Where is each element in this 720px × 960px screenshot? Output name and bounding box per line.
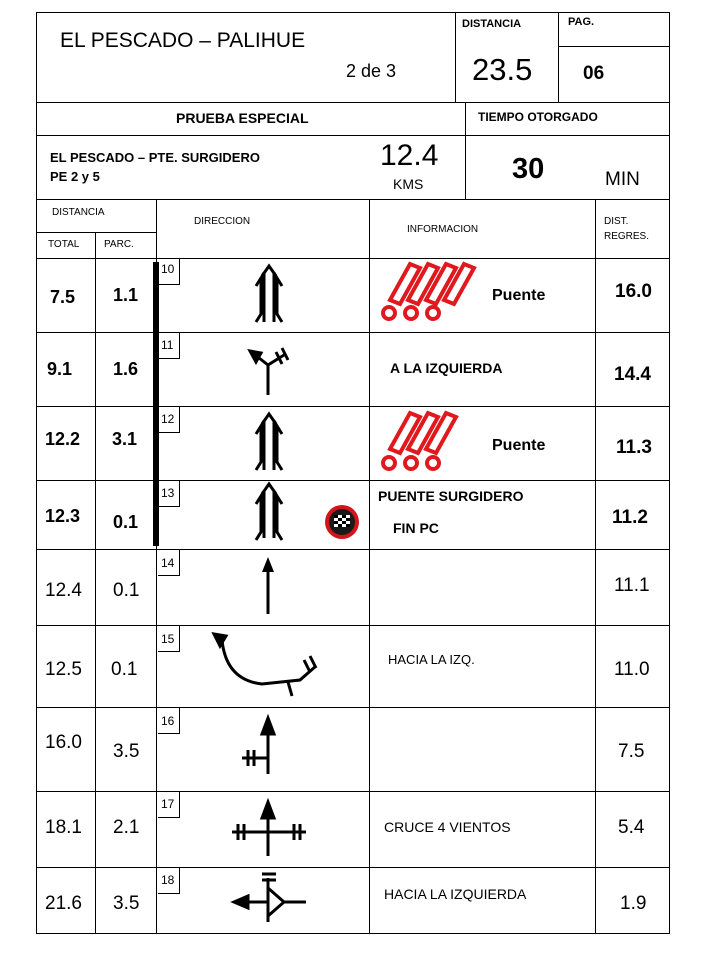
row-partial: 0.1 xyxy=(111,659,138,680)
row-partial: 3.5 xyxy=(113,741,140,762)
row-regres: 11.3 xyxy=(616,437,652,458)
row-number-box: 15 xyxy=(158,626,180,652)
row-regres: 7.5 xyxy=(618,741,645,762)
row-total: 9.1 xyxy=(47,359,73,379)
col-regres-header-2: REGRES. xyxy=(604,231,650,242)
col-direction-header: DIRECCION xyxy=(194,216,251,227)
row-total: 12.3 xyxy=(45,506,81,526)
row-partial: 0.1 xyxy=(113,580,140,601)
distance-value: 23.5 xyxy=(472,52,533,87)
row-total: 12.5 xyxy=(45,659,82,680)
col-distance-header: DISTANCIA xyxy=(52,207,105,218)
distance-label: DISTANCIA xyxy=(462,18,522,30)
row-regres: 11.0 xyxy=(614,659,650,680)
row-number-box: 13 xyxy=(158,481,180,507)
row-total: 21.6 xyxy=(45,893,82,914)
row-info-secondary: FIN PC xyxy=(393,520,439,536)
row-info: A LA IZQUIERDA xyxy=(390,360,503,376)
row-regres: 14.4 xyxy=(614,364,651,385)
col-info-header: INFORMACION xyxy=(407,224,479,235)
row-regres: 1.9 xyxy=(620,893,647,914)
row-number-box: 16 xyxy=(158,708,180,734)
row-partial: 0.1 xyxy=(113,512,139,532)
row-total: 7.5 xyxy=(50,287,76,307)
bridge-warning-icon xyxy=(383,264,474,319)
time-value: 30 xyxy=(512,153,545,185)
row-regres: 5.4 xyxy=(618,817,645,838)
row-number-box: 18 xyxy=(158,868,180,894)
row-partial: 1.1 xyxy=(113,285,139,305)
time-unit: MIN xyxy=(605,169,640,190)
page-number: 06 xyxy=(583,63,605,84)
col-total-header: TOTAL xyxy=(48,239,80,250)
bridge-warning-icon xyxy=(383,413,456,469)
route-title: EL PESCADO – PALIHUE xyxy=(60,29,306,52)
row-number-box: 12 xyxy=(158,407,180,433)
row-number-box: 11 xyxy=(158,333,180,359)
row-total: 12.4 xyxy=(45,580,82,601)
col-parc-header: PARC. xyxy=(104,239,134,250)
row-number-box: 10 xyxy=(158,259,180,285)
row-regres: 16.0 xyxy=(615,281,652,302)
page-of-label: 2 de 3 xyxy=(346,61,397,81)
row-regres: 11.2 xyxy=(612,507,648,528)
row-info: HACIA LA IZQUIERDA xyxy=(384,886,527,902)
col-regres-header-1: DIST. xyxy=(604,216,629,227)
stage-distance-unit: KMS xyxy=(393,176,424,192)
row-partial: 3.1 xyxy=(112,429,138,449)
row-info: Puente xyxy=(492,437,546,454)
page-label: PAG. xyxy=(568,16,595,28)
row-partial: 1.6 xyxy=(113,359,139,379)
row-partial: 3.5 xyxy=(113,893,140,914)
row-partial: 2.1 xyxy=(113,817,140,838)
row-regres: 11.1 xyxy=(614,575,650,596)
row-number-box: 17 xyxy=(158,792,180,818)
row-info: CRUCE 4 VIENTOS xyxy=(384,819,511,835)
row-info: Puente xyxy=(492,287,546,304)
row-info: HACIA LA IZQ. xyxy=(388,652,475,667)
row-total: 18.1 xyxy=(45,817,82,838)
time-allowed-label: TIEMPO OTORGADO xyxy=(478,110,598,124)
special-stage-label: PRUEBA ESPECIAL xyxy=(176,110,309,126)
row-total: 12.2 xyxy=(45,429,81,449)
stage-ids: PE 2 y 5 xyxy=(50,169,100,184)
stage-distance: 12.4 xyxy=(380,139,439,172)
row-number-box: 14 xyxy=(158,550,180,576)
stage-name: EL PESCADO – PTE. SURGIDERO xyxy=(50,150,260,165)
row-total: 16.0 xyxy=(45,732,82,753)
row-info: PUENTE SURGIDERO xyxy=(378,488,524,504)
checkered-flag-icon xyxy=(325,505,359,539)
